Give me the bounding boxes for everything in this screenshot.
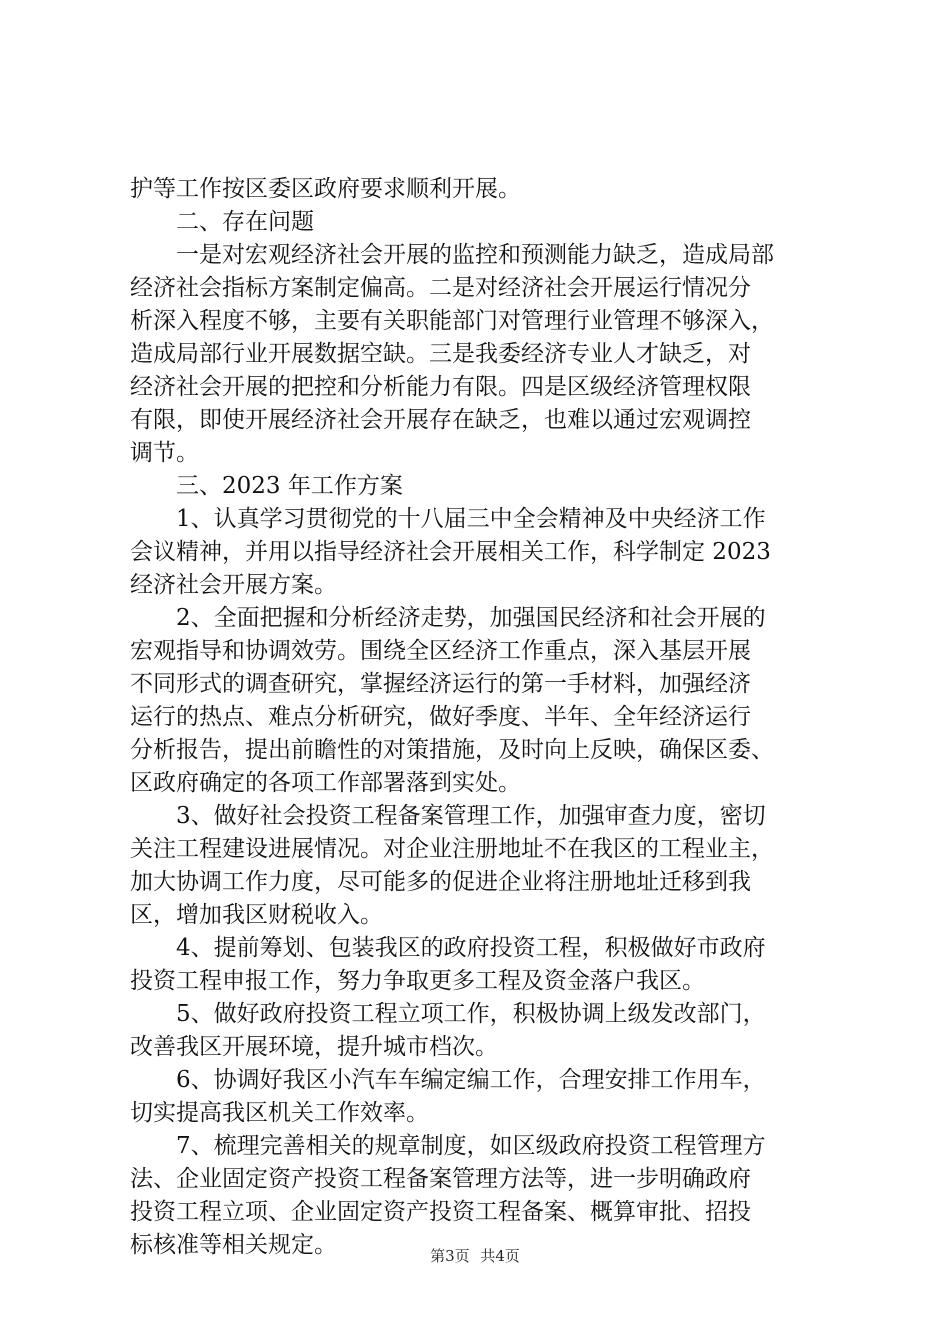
body-line: 投资工程申报工作，努力争取更多工程及资金落户我区。 [130, 968, 705, 994]
body-line: 5、做好政府投资工程立项工作，积极协调上级发改部门， [176, 1001, 766, 1027]
body-line: 造成局部行业开展数据空缺。三是我委经济专业人才缺乏，对 [130, 341, 751, 367]
page-footer [0, 1246, 950, 1266]
body-line: 2、全面把握和分析经济走势，加强国民经济和社会开展的 [176, 605, 766, 631]
body-line: 有限，即使开展经济社会开展存在缺乏，也难以通过宏观调控 [130, 407, 751, 433]
section-heading: 二、存在问题 [176, 209, 314, 235]
body-line: 分析报告，提出前瞻性的对策措施，及时向上反映，确保区委、 [130, 737, 774, 763]
body-line: 会议精神，并用以指导经济社会开展相关工作，科学制定 2023 [130, 539, 771, 565]
body-line: 区，增加我区财税收入。 [130, 902, 383, 928]
body-line: 1、认真学习贯彻党的十八届三中全会精神及中央经济工作 [176, 506, 766, 532]
body-line: 3、做好社会投资工程备案管理工作，加强审查力度，密切 [176, 803, 766, 829]
body-line: 护等工作按区委区政府要求顺利开展。 [130, 176, 521, 202]
page-number: 第3页 [430, 1247, 470, 1265]
body-line: 一是对宏观经济社会开展的监控和预测能力缺乏，造成局部 [176, 242, 774, 268]
body-line: 不同形式的调查研究，掌握经济运行的第一手材料，加强经济 [130, 671, 751, 697]
body-line: 投资工程立项、企业固定资产投资工程备案、概算审批、招投 [130, 1199, 751, 1225]
body-line: 调节。 [130, 440, 199, 466]
section-heading: 三、2023 年工作方案 [176, 473, 403, 499]
body-line: 经济社会开展的把控和分析能力有限。四是区级经济管理权限 [130, 374, 751, 400]
body-line: 标核准等相关规定。 [130, 1232, 337, 1258]
body-line: 切实提高我区机关工作效率。 [130, 1100, 429, 1126]
body-line: 宏观指导和协调效劳。围绕全区经济工作重点，深入基层开展 [130, 638, 751, 664]
body-line: 6、协调好我区小汽车车编定编工作，合理安排工作用车， [176, 1067, 766, 1093]
body-line: 法、企业固定资产投资工程备案管理方法等，进一步明确政府 [130, 1166, 751, 1192]
body-line: 改善我区开展环境，提升城市档次。 [130, 1034, 498, 1060]
body-line: 区政府确定的各项工作部署落到实处。 [130, 770, 521, 796]
body-line: 经济社会指标方案制定偏高。二是对经济社会开展运行情况分 [130, 275, 751, 301]
body-line: 加大协调工作力度，尽可能多的促进企业将注册地址迁移到我 [130, 869, 751, 895]
body-line: 运行的热点、难点分析研究，做好季度、半年、全年经济运行 [130, 704, 751, 730]
document-body [130, 173, 840, 1262]
page-total: 共4页 [480, 1247, 520, 1265]
body-line: 经济社会开展方案。 [130, 572, 337, 598]
body-line: 析深入程度不够，主要有关职能部门对管理行业管理不够深入， [130, 308, 774, 334]
body-line: 关注工程建设进展情况。对企业注册地址不在我区的工程业主， [130, 836, 774, 862]
body-line: 7、梳理完善相关的规章制度，如区级政府投资工程管理方 [176, 1133, 766, 1159]
body-line: 4、提前筹划、包装我区的政府投资工程，积极做好市政府 [176, 935, 766, 961]
